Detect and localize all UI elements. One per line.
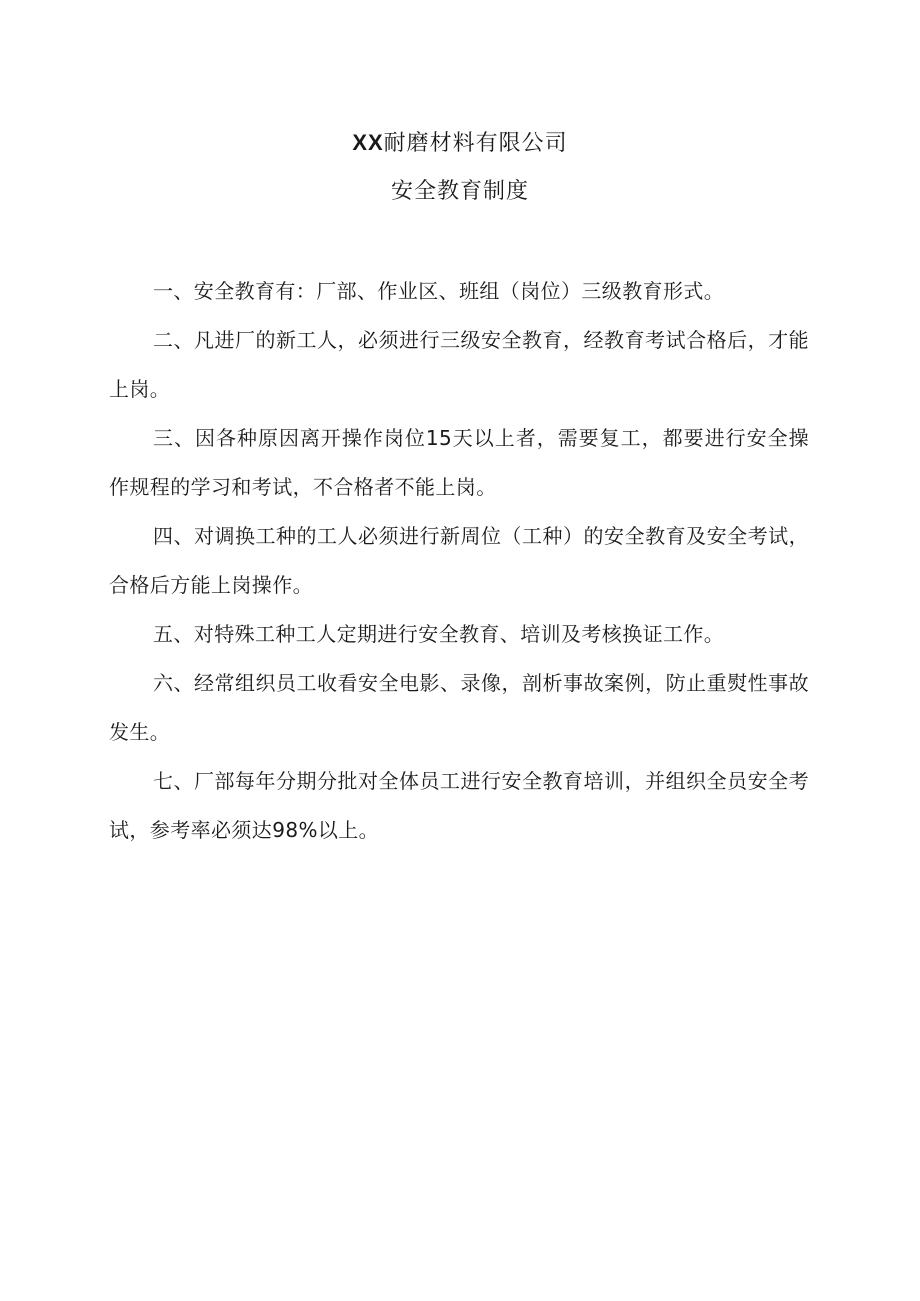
clause-2: 二、凡进厂的新工人，必须进行三级安全教育，经教育考试合格后，才能上岗。 [109, 328, 809, 401]
document-body [109, 267, 809, 855]
clause-4: 四、对调换工种的工人必须进行新周位（工种）的安全教育及安全考试，合格后方能上岗操作。 [109, 524, 809, 597]
clause-5: 五、对特殊工种工人定期进行安全教育、培训及考核换证工作。 [153, 622, 725, 646]
clause-1: 一、安全教育有：厂部、作业区、班组（岗位）三级教育形式。 [153, 279, 725, 303]
document-title: 安全教育制度 [390, 179, 529, 204]
clause-7: 七、厂部每年分期分批对全体员工进行安全教育培训，并组织全员安全考试，参考率必须达98%以上。 [109, 769, 809, 842]
company-name-text: 耐磨材料有限公司 [383, 131, 568, 156]
company-name [0, 126, 920, 157]
company-prefix: XX [352, 130, 384, 155]
clause-3: 三、因各种原因离开操作岗位15天以上者，需要复工，都要进行安全操作规程的学习和考试，不合格者不能上岗。 [109, 426, 809, 499]
clause-6: 六、经常组织员工收看安全电影、录像，剖析事故案例，防止重熨性事故发生。 [109, 671, 809, 744]
